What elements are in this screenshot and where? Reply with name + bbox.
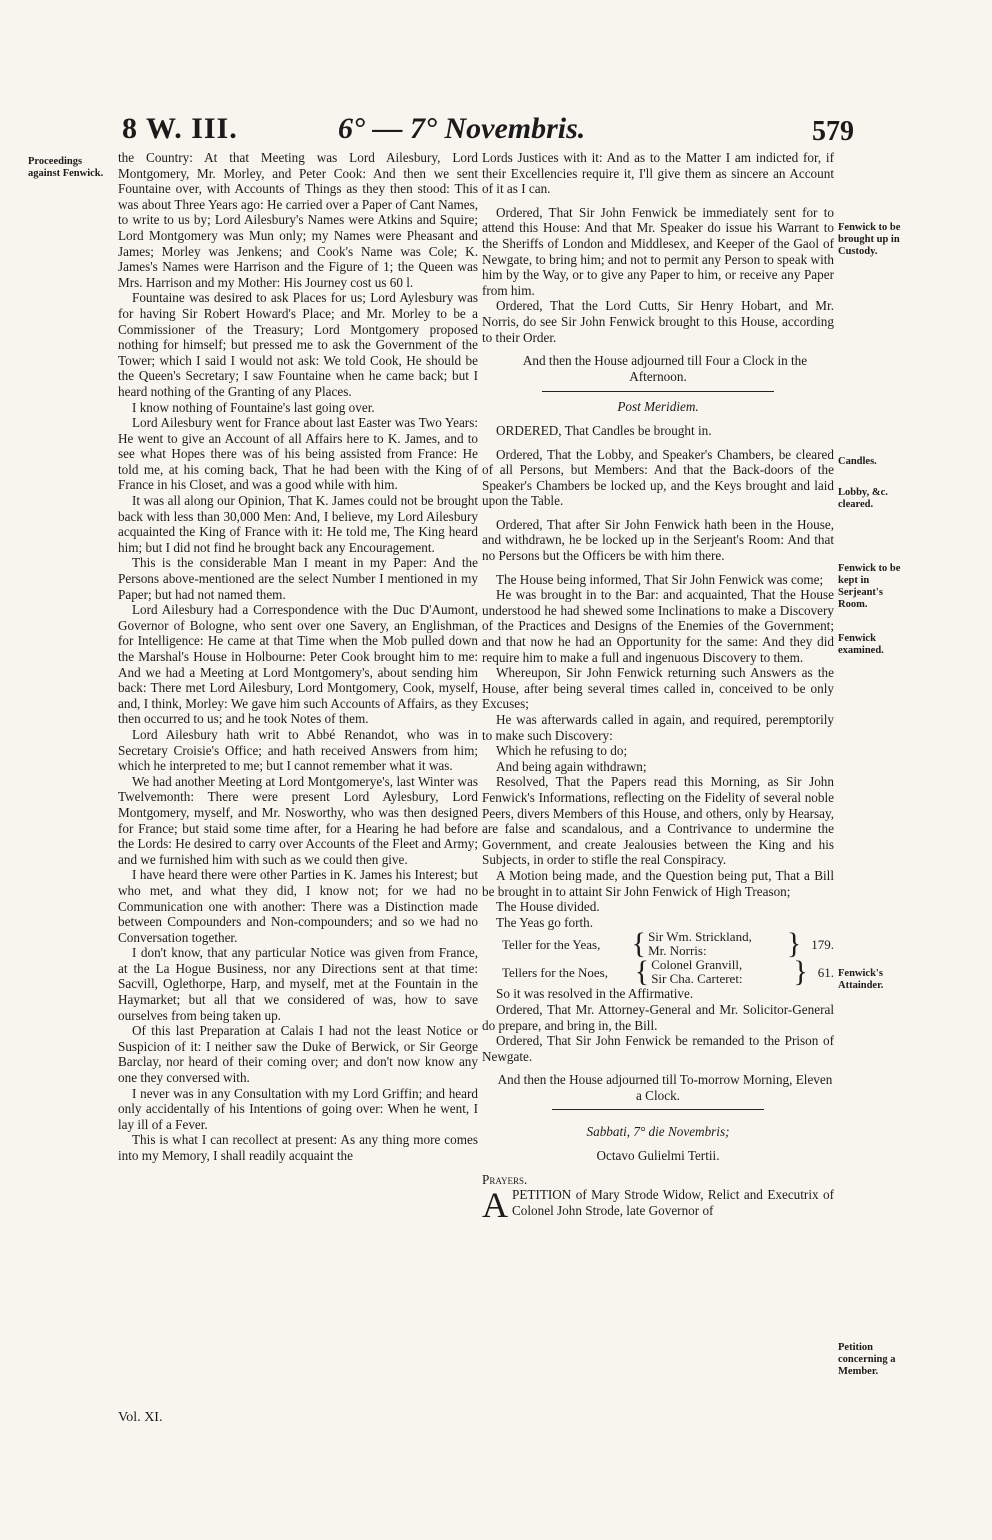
paragraph: Fountaine was desired to ask Places for us; Lord Aylesbury was for having Sir Robert Howard's Place; and Mr. Morley to be a Commissioner of the Treasury; Lord Montgomery proposed nothing for himself; but pressed me to ask the Government of the Tower; which I said I would not ask: We told Cook, He should be the Queen's Secretary; I saw Fountaine when he came back; but I heard nothing of the Granting of any Places. [118, 290, 478, 399]
paragraph: I have heard there were other Parties in K. James his Interest; but who met, and what they did, I know not; for we had no Communication one with another: There was a Distinction made between Compounders and Non-compounders; and so we had no Conversation together. [118, 867, 478, 945]
brace-icon: { [631, 927, 647, 961]
paragraph: Lord Ailesbury had a Correspondence with the Duc D'Aumont, Governor of Bologne, who sent over one Savery, an Englishman, for Intelligence: He came at that Time when the Mob pulled down the Marshal's House in Holbourne: Peter Cook brought him to me: And we had a Meeting at Lord Montgomery's, about sending him back: There met Lord Ailesbury, Lord Montgomery, Cook, myself, and, I think, Morley: We gave him such Accounts of Affairs, as they then occurred to us; and he took Notes of them. [118, 602, 478, 727]
paragraph: Ordered, That the Lord Cutts, Sir Henry Hobart, and Mr. Norris, do see Sir John Fenwick brought to this House, according to their Order. [482, 298, 834, 345]
teller-yeas [502, 927, 834, 961]
teller-name: Sir Cha. Carteret: [651, 971, 743, 987]
paragraph: I know nothing of Fountaine's last going over. [132, 399, 375, 415]
divider [552, 1109, 764, 1110]
date-heading: Sabbati, 7° die Novembris; [586, 1124, 730, 1140]
page-number: 579 [812, 116, 854, 147]
paragraph: It was all along our Opinion, That K. James could not be brought back with less than 30,000 Men: And, I believe, my Lord Ailesbury acquainted the King of France with it: He told me, The King heard him; but I did not find he brought back any Encouragement. [118, 493, 478, 555]
paragraph: I never was in any Consultation with my Lord Griffin; and heard only accidentally of his Intentions of going over: When he went, I lay ill of a Fever. [118, 1085, 478, 1132]
paragraph: Ordered, That the Lobby, and Speaker's Chambers, be cleared of all Persons, but Members: And that the Back-doors of the Speaker's Chambers be locked up, and the Keys brought and laid upon the Table. [482, 446, 834, 509]
paragraph: Lord Ailesbury went for France about last Easter was Two Years: He went to give an Account of all Affairs here to K. James, and to see what Hopes there was of his being assisted from France: He told me, at his coming back, That he had been with the King of France in his Closet, and was a good while with him. [118, 415, 478, 493]
paragraph: Ordered, That Sir John Fenwick be immediately sent for to attend this House: And that Mr. Speaker do issue his Warrant to the Sheriffs of London and Middlesex, and Keeper of the Gaol of Newgate, to bring him; and not to permit any Person to speak with him by the Way, or to give any Paper to him, or receive any Paper from him. [482, 204, 834, 298]
paragraph: A Motion being made, and the Question being put, That a Bill be brought in to attaint Sir John Fenwick of High Treason; [482, 867, 834, 899]
regnal-heading: Octavo Gulielmi Tertii. [596, 1148, 720, 1164]
paragraph: Ordered, That Mr. Attorney-General and Mr. Solicitor-General do prepare, and bring in, the Bill. [482, 1001, 834, 1033]
teller-yeas-names [648, 930, 785, 958]
paragraph: Resolved, That the Papers read this Morning, as Sir John Fenwick's Informations, reflecting on the Fidelity of several noble Peers, divers Members of this House, and others, only by Hearsay, are false and scandalous, and a Contrivance to undermine the Government, and create Jealousies between the King and his Subjects, in order to stifle the real Conspiracy. [482, 774, 834, 868]
paragraph: And being again withdrawn; [496, 758, 647, 774]
petition-paragraph [482, 1185, 834, 1226]
drop-cap: A [482, 1185, 508, 1226]
paragraph: The House being informed, That Sir John Fenwick was come; [496, 571, 824, 587]
margin-note-petition: Petition concerning a Member. [838, 1342, 896, 1377]
paragraph: We had another Meeting at Lord Montgomerye's, last Winter was Twelvemonth: There were present Lord Aylesbury, Lord Montgomery, myself, and Mr. Nosworthy, who was then designed for France; but staid some time after, for a Hearing he had before the Lords: He desired to carry over Accounts of the Fleet and Army; and we furnished him with such as we could then give. [118, 773, 478, 867]
divider [542, 391, 774, 392]
volume-label: Vol. XI. [118, 1410, 163, 1425]
paragraph: the Country: At that Meeting was Lord Ailesbury, Lord Montgomery, Mr. Morley, and Peter Cook: And then we sent Fountaine over, with Accounts of Things as they then stood: This was about Three Years ago: He carried over a Paper of Cant Names, to write to us by; Lord Ailesbury's Names were Atkins and Squire; Lord Montgomery was Mun only; my Names were Pheasant and James; Morley was Jenkens; and Cook's Name was Cole; K. James's Names were Harrison and the Figure of 1; the Queen was Mrs. Harrison and my Mother: His Journey cost us 60 l. [118, 150, 478, 290]
paragraph: He was afterwards called in again, and required, peremptorily to make such Discovery: [482, 712, 834, 743]
teller-noes-label: Tellers for the Noes, [502, 964, 608, 980]
paragraph: The House divided. [496, 899, 600, 915]
margin-note-proceedings: Proceedings against Fenwick. [28, 156, 104, 179]
teller-name: Sir Wm. Strickland, [648, 929, 752, 945]
paragraph: Lord Ailesbury hath writ to Abbé Renandot, who was in Secretary Croisie's Office; and hath received Answers from him; which he interpreted to me; but I cannot remember what it was. [118, 726, 478, 774]
paragraph: Whereupon, Sir John Fenwick returning such Answers as the House, after being several times called in, conceived to be only Excuses; [482, 665, 834, 712]
paragraph: I don't know, that any particular Notice was given from France, at the La Hogue Business, nor any Directions sent at that time: Sacvill, Oglethorpe, Harp, and myself, met at the Fountain in the Haymarket; but all that we considered of was, how to save ourselves from being taken up. [118, 945, 478, 1023]
right-column [482, 150, 834, 1226]
teller-yeas-label: Teller for the Yeas, [502, 936, 601, 952]
brace-icon: } [786, 927, 802, 961]
petition-text: PETITION of Mary Strode Widow, Relict and Executrix of Colonel John Strode, late Governor of [512, 1187, 834, 1218]
prayers-label: Prayers. [482, 1171, 528, 1187]
paragraph: So it was resolved in the Affirmative. [496, 986, 694, 1002]
post-meridiem-heading: Post Meridiem. [617, 399, 699, 415]
paragraph: Ordered, That after Sir John Fenwick hath been in the House, and withdrawn, he be locked up in the Serjeant's Room: And that no Persons but the Officers be with him there. [482, 516, 834, 564]
margin-note-brought: Fenwick to be brought up in Custody. [838, 222, 901, 257]
header-center: 6° — 7° Novembris. [338, 112, 586, 145]
teller-noes [502, 955, 834, 989]
margin-note-attainder: Fenwick's Attainder. [838, 968, 884, 991]
paragraph: Lords Justices with it: And as to the Matter I am indicted for, if their Excellencies require it, I'll give them as sincere an Account of it as I can. [482, 150, 834, 197]
paragraph: This is the considerable Man I meant in my Paper: And the Persons above-mentioned are the select Number I mentioned in my Paper; but had not named them. [118, 555, 478, 602]
margin-note-candles: Candles. [838, 456, 877, 467]
adjournment: And then the House adjourned till To-morrow Morning, Eleven a Clock. [497, 1072, 833, 1103]
teller-noes-names [651, 958, 791, 986]
paragraph: This is what I can recollect at present: As any thing more comes into my Memory, I shall readily acquaint the [118, 1132, 478, 1163]
paragraph: ORDERED, That Candles be brought in. [496, 422, 712, 438]
brace-icon: { [634, 955, 650, 989]
margin-note-lobby: Lobby, &c. cleared. [838, 487, 888, 510]
noes-count: 61. [817, 964, 834, 980]
adjournment: And then the House adjourned till Four a Clock in the Afternoon. [522, 353, 808, 384]
teller-name: Colonel Granvill, [651, 957, 743, 973]
teller-name: Mr. Norris: [648, 943, 707, 959]
paragraph: Which he refusing to do; [496, 743, 628, 759]
margin-note-kept: Fenwick to be kept in Serjeant's Room. [838, 563, 901, 610]
paragraph: Of this last Preparation at Calais I had not the least Notice or Suspicion of it: I neither saw the Duke of Berwick, or Sir George Barclay, nor heard of their coming over; and don't now know any one they conversed with. [118, 1023, 478, 1086]
margin-note-examined: Fenwick examined. [838, 633, 884, 656]
left-column [118, 150, 478, 1164]
brace-icon: } [793, 955, 808, 989]
paragraph: He was brought in to the Bar: and acquainted, That the House understood he had shewed some Inclinations to make a Discovery of the Practices and Designs of the Enemies of the Government; and that now he had an Opportunity for the same: And they did require him to make a full and ingenuous Discovery to them. [482, 587, 834, 665]
paragraph: The Yeas go forth. [496, 914, 594, 930]
paragraph: Ordered, That Sir John Fenwick be remanded to the Prison of Newgate. [482, 1033, 834, 1064]
yeas-count: 179. [811, 936, 834, 952]
header-left: 8 W. III. [122, 112, 238, 145]
